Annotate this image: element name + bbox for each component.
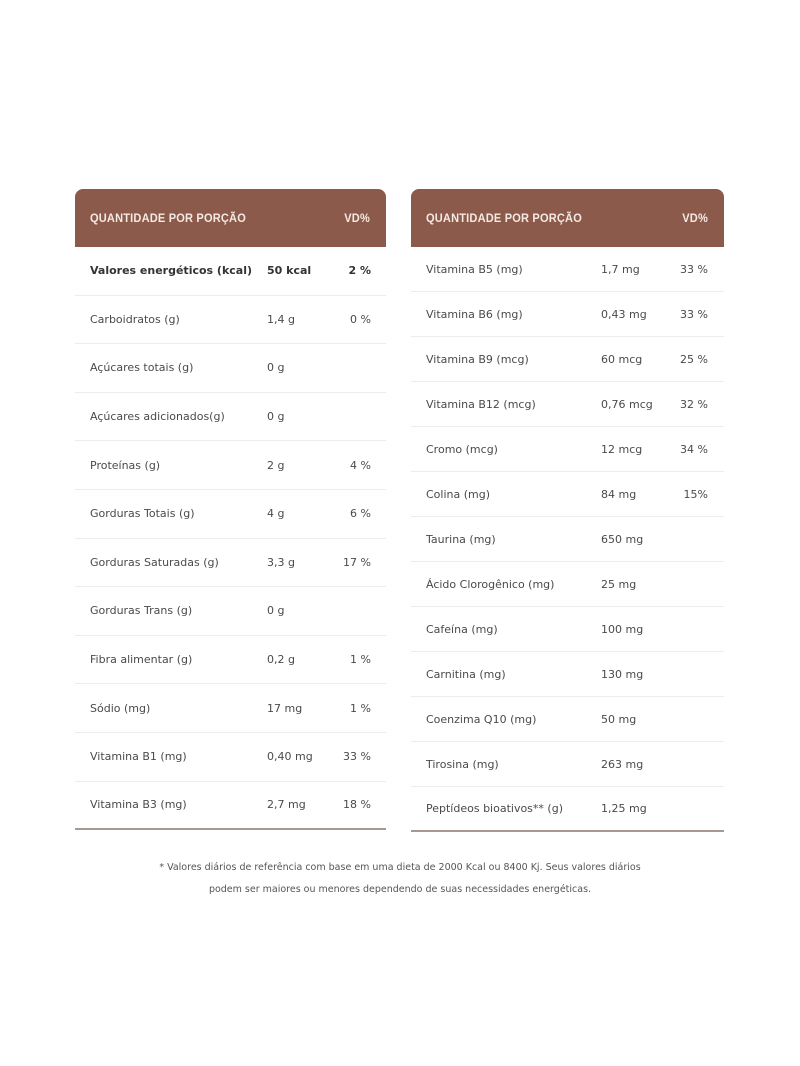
nutrient-amount: 50 kcal bbox=[267, 264, 312, 278]
nutrient-amount: 1,25 mg bbox=[601, 802, 647, 815]
table-row bbox=[75, 296, 386, 345]
nutrient-name: Carboidratos (g) bbox=[90, 312, 180, 326]
nutrient-vd: 6 % bbox=[350, 507, 371, 521]
nutrient-amount: 130 mg bbox=[601, 667, 644, 681]
nutrient-vd: 1 % bbox=[350, 701, 371, 715]
nutrient-name: Carnitina (mg) bbox=[426, 667, 506, 681]
nutrient-vd: 2 % bbox=[348, 264, 371, 278]
nutrient-amount: 2,7 mg bbox=[267, 798, 306, 812]
nutrient-amount: 650 mg bbox=[601, 532, 644, 546]
nutrient-amount: 0,2 g bbox=[267, 653, 295, 667]
nutrient-name: Açúcares totais (g) bbox=[90, 361, 194, 375]
header-quantity-label: QUANTIDADE POR PORÇÃO bbox=[90, 211, 246, 225]
footnote bbox=[0, 857, 800, 901]
table-header bbox=[411, 189, 724, 247]
nutrient-vd: 33 % bbox=[680, 307, 708, 321]
table-row bbox=[75, 587, 386, 636]
nutrient-amount: 0 g bbox=[267, 604, 285, 618]
table-row bbox=[411, 247, 724, 292]
table-row bbox=[411, 562, 724, 607]
nutrient-name: Gorduras Totais (g) bbox=[90, 507, 195, 521]
nutrient-name: Gorduras Saturadas (g) bbox=[90, 555, 219, 569]
table-row bbox=[411, 292, 724, 337]
nutrient-name: Ácido Clorogênico (mg) bbox=[426, 577, 555, 591]
nutrient-amount: 0 g bbox=[267, 410, 285, 424]
nutrient-name: Vitamina B12 (mcg) bbox=[426, 397, 536, 411]
table-row bbox=[411, 337, 724, 382]
nutrient-vd: 17 % bbox=[343, 555, 371, 569]
nutrient-vd: 18 % bbox=[343, 798, 371, 812]
nutrient-name: Proteínas (g) bbox=[90, 458, 161, 472]
nutrient-vd: 32 % bbox=[680, 397, 708, 411]
footnote-line-2: podem ser maiores ou menores dependendo de suas necessidades energéticas. bbox=[208, 884, 592, 895]
table-row bbox=[411, 472, 724, 517]
nutrient-name: Coenzima Q10 (mg) bbox=[426, 712, 537, 726]
nutrient-amount: 84 mg bbox=[601, 487, 637, 501]
table-row bbox=[75, 247, 386, 296]
header-quantity-label: QUANTIDADE POR PORÇÃO bbox=[426, 211, 582, 225]
table-row bbox=[411, 742, 724, 787]
nutrient-vd: 15% bbox=[683, 487, 708, 501]
nutrient-amount: 17 mg bbox=[267, 701, 303, 715]
header-vd-label: VD% bbox=[344, 211, 370, 225]
nutrient-amount: 0,76 mcg bbox=[601, 397, 653, 411]
table-row bbox=[411, 427, 724, 472]
nutrient-amount: 2 g bbox=[267, 458, 285, 472]
table-row bbox=[75, 636, 386, 685]
nutrient-name: Peptídeos bioativos** (g) bbox=[426, 802, 563, 815]
nutrient-vd: 0 % bbox=[350, 312, 371, 326]
header-vd-label: VD% bbox=[682, 211, 708, 225]
nutrient-amount: 12 mcg bbox=[601, 442, 643, 456]
nutrient-name: Colina (mg) bbox=[426, 487, 491, 501]
table-row bbox=[75, 684, 386, 733]
nutrient-vd: 1 % bbox=[350, 653, 371, 667]
nutrient-amount: 1,4 g bbox=[267, 312, 295, 326]
table-row bbox=[75, 782, 386, 831]
nutrient-name: Vitamina B1 (mg) bbox=[90, 750, 187, 764]
nutrient-vd: 34 % bbox=[680, 442, 708, 456]
nutrient-amount: 50 mg bbox=[601, 712, 637, 726]
nutrient-amount: 4 g bbox=[267, 507, 285, 521]
nutrient-vd: 25 % bbox=[680, 352, 708, 366]
footnote-line-1: * Valores diários de referência com base em uma dieta de 2000 Kcal ou 8400 Kj. Seus valores diários bbox=[159, 862, 641, 873]
nutrient-amount: 3,3 g bbox=[267, 555, 295, 569]
table-row bbox=[75, 490, 386, 539]
nutrient-amount: 263 mg bbox=[601, 757, 644, 771]
table-row bbox=[75, 393, 386, 442]
table-row bbox=[75, 539, 386, 588]
table-row bbox=[411, 697, 724, 742]
table-row bbox=[411, 787, 724, 832]
table-row bbox=[75, 344, 386, 393]
nutrient-name: Sódio (mg) bbox=[90, 701, 151, 715]
table-row bbox=[75, 733, 386, 782]
table-row bbox=[411, 382, 724, 427]
table-body bbox=[75, 247, 386, 830]
table-row bbox=[75, 441, 386, 490]
nutrient-name: Taurina (mg) bbox=[426, 532, 496, 546]
nutrient-name: Valores energéticos (kcal) bbox=[90, 264, 253, 278]
nutrient-name: Vitamina B5 (mg) bbox=[426, 262, 523, 276]
nutrient-name: Tirosina (mg) bbox=[426, 757, 499, 771]
nutrient-name: Gorduras Trans (g) bbox=[90, 604, 193, 618]
table-row bbox=[411, 517, 724, 562]
table-body bbox=[411, 247, 724, 832]
nutrient-vd: 33 % bbox=[680, 262, 708, 276]
nutrient-name: Vitamina B3 (mg) bbox=[90, 798, 187, 812]
nutrient-amount: 0,40 mg bbox=[267, 750, 313, 764]
table-row bbox=[411, 607, 724, 652]
nutrition-table-right bbox=[411, 189, 724, 832]
nutrient-amount: 25 mg bbox=[601, 577, 637, 591]
nutrient-amount: 100 mg bbox=[601, 622, 644, 636]
nutrient-name: Açúcares adicionados(g) bbox=[90, 410, 225, 424]
nutrition-table-left bbox=[75, 189, 386, 830]
nutrient-name: Vitamina B9 (mcg) bbox=[426, 352, 529, 366]
nutrient-amount: 0,43 mg bbox=[601, 307, 647, 321]
nutrient-amount: 60 mcg bbox=[601, 352, 643, 366]
nutrient-name: Cafeína (mg) bbox=[426, 622, 498, 636]
nutrient-amount: 0 g bbox=[267, 361, 285, 375]
nutrient-vd: 33 % bbox=[343, 750, 371, 764]
nutrient-name: Vitamina B6 (mg) bbox=[426, 307, 523, 321]
table-row bbox=[411, 652, 724, 697]
nutrient-name: Fibra alimentar (g) bbox=[90, 653, 193, 667]
nutrient-name: Cromo (mcg) bbox=[426, 442, 498, 456]
nutrient-amount: 1,7 mg bbox=[601, 262, 640, 276]
nutrient-vd: 4 % bbox=[350, 458, 371, 472]
table-header bbox=[75, 189, 386, 247]
